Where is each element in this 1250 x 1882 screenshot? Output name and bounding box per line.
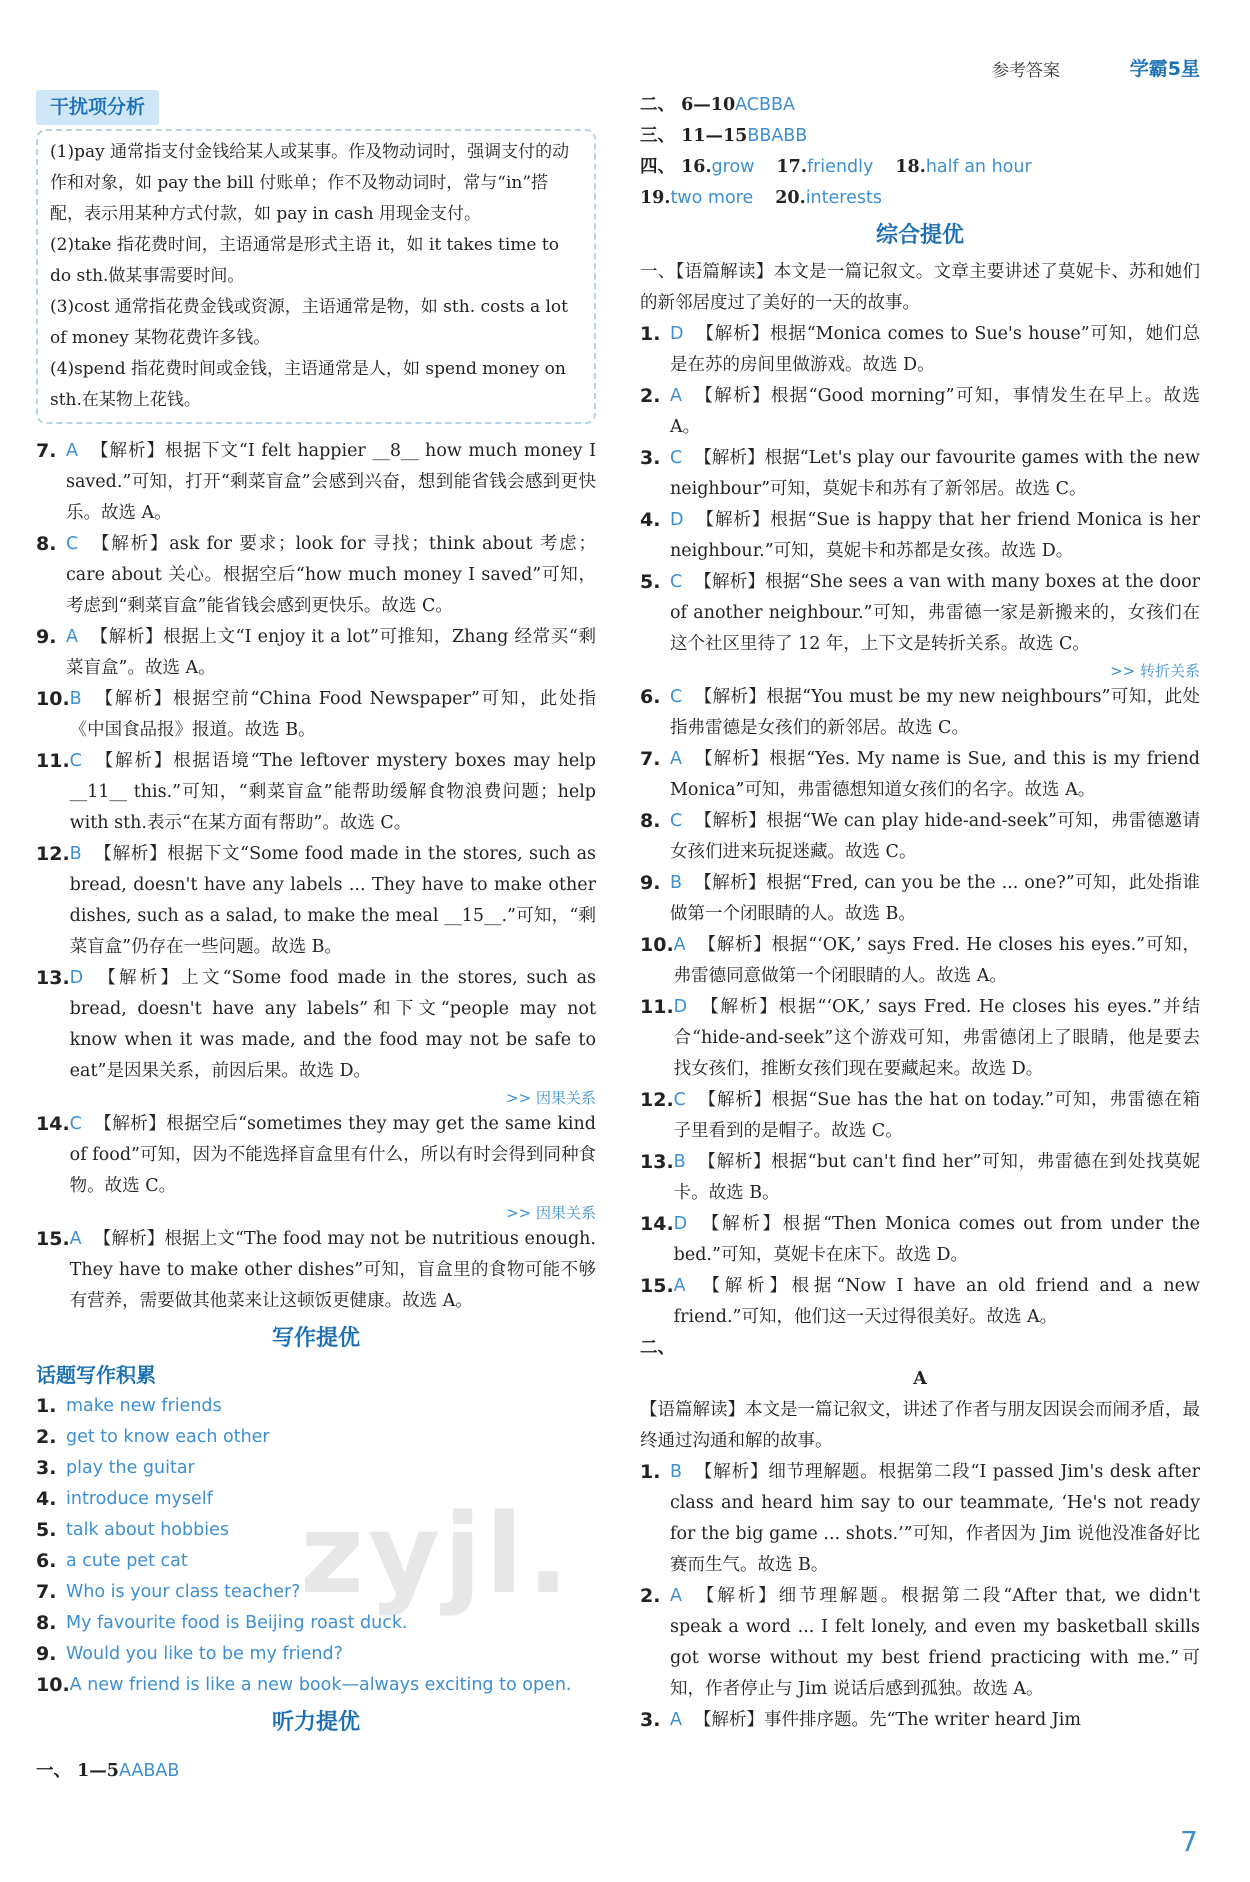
item-explanation: 【解析】根据“but can't find her”可知，弗雷德在到处找莫妮卡。故选 B。	[673, 1152, 1200, 1203]
relation-note: >> 因果关系	[506, 1204, 596, 1222]
item-body	[670, 806, 1200, 868]
fill-answer: two more	[670, 188, 754, 208]
item-body	[70, 1109, 596, 1202]
item-explanation: 【解析】根据“Sue is happy that her friend Monica is her neighbour.”可知，莫妮卡和苏都是女孩。故选 D。	[670, 510, 1200, 561]
item-explanation: 【解析】事件排序题。先“The writer heard Jim	[693, 1710, 1081, 1730]
analysis-line: (3)cost 通常指花费金钱或资源，主语通常是物，如 sth. costs a lot of money 某物花费许多钱。	[50, 297, 568, 348]
item-answer: A	[670, 386, 682, 406]
phrase-text: a cute pet cat	[66, 1551, 188, 1571]
phrase-number: 7.	[36, 1581, 57, 1603]
answer-item	[640, 806, 1200, 868]
item-answer: C	[673, 1090, 686, 1110]
item-explanation: 【解析】根据空后“sometimes they may get the same kind of food”可知，因为不能选择盲盒里有什么，所以有时会得到同种食物。故选 C。	[69, 1114, 596, 1196]
item-answer: C	[69, 751, 82, 771]
listening-answers: AABAB	[118, 1761, 180, 1781]
item-number: 6.	[640, 686, 661, 708]
phrase-number: 9.	[36, 1643, 57, 1665]
listening-fill-row	[640, 152, 1200, 183]
item-body	[670, 1457, 1200, 1581]
phrase-number: 3.	[36, 1457, 57, 1479]
item-number: 12.	[640, 1089, 674, 1111]
phrase-item	[36, 1639, 596, 1670]
item-number: 11.	[640, 996, 674, 1018]
item-number: 2.	[640, 385, 661, 407]
item-number: 7.	[640, 748, 661, 770]
fill-number: 四、 16.	[640, 157, 712, 177]
watermark-logo: zyjl.	[300, 1490, 573, 1618]
item-body	[670, 682, 1200, 744]
phrase-number: 6.	[36, 1550, 57, 1572]
item-number: 15.	[36, 1228, 70, 1250]
page-header	[0, 0, 1250, 80]
item-body	[66, 436, 596, 529]
item-answer: C	[66, 534, 79, 554]
listening-label: 三、 11—15	[640, 126, 748, 146]
listening-row-2	[640, 90, 1200, 121]
item-number: 3.	[640, 447, 661, 469]
item-answer: B	[670, 873, 683, 893]
fill-number: 18.	[895, 157, 926, 177]
item-number: 1.	[640, 323, 661, 345]
item-explanation: 【解析】根据“We can play hide-and-seek”可知，弗雷德邀请女孩们进来玩捉迷藏。故选 C。	[670, 811, 1200, 862]
item-number: 9.	[36, 626, 57, 648]
writing-section-title: 写作提优	[271, 1326, 360, 1351]
interference-tag: 干扰项分析	[36, 90, 159, 125]
answer-item	[640, 319, 1200, 381]
item-body	[674, 1147, 1200, 1209]
item-answer: B	[673, 1152, 686, 1172]
answer-item	[640, 567, 1200, 660]
item-explanation: 【解析】根据“You must be my new neighbours”可知，此处指弗雷德是女孩们的新邻居。故选 C。	[670, 687, 1200, 738]
answer-item	[640, 1085, 1200, 1147]
item-number: 13.	[36, 967, 70, 989]
item-body	[70, 1224, 596, 1317]
listening-label: 一、 1—5	[36, 1761, 119, 1781]
fill-answer: friendly	[806, 157, 874, 177]
answer-item	[36, 1109, 596, 1202]
topic-writing-title: 话题写作积累	[36, 1363, 156, 1387]
item-body	[70, 746, 596, 839]
item-answer: B	[69, 844, 82, 864]
item-answer: D	[670, 324, 684, 344]
answer-item	[36, 963, 596, 1087]
item-explanation: 【解析】根据“‘OK,’ says Fred. He closes his eyes.”可知，弗雷德同意做第一个闭眼睛的人。故选 A。	[673, 935, 1200, 986]
item-number: 1.	[640, 1461, 661, 1483]
answer-item	[640, 992, 1200, 1085]
item-explanation: 【解析】根据“Fred, can you be the ... one?”可知，此处指谁做第一个闭眼睛的人。故选 B。	[670, 873, 1200, 924]
item-answer: A	[670, 1710, 682, 1730]
item-explanation: 【解析】根据“Yes. My name is Sue, and this is my friend Monica”可知，弗雷德想知道女孩们的名字。故选 A。	[670, 749, 1200, 800]
listening-answers: BBABB	[747, 126, 808, 146]
item-body	[70, 963, 596, 1087]
phrase-text: introduce myself	[66, 1489, 213, 1509]
answer-item	[640, 1705, 1200, 1736]
item-body	[670, 505, 1200, 567]
item-explanation: 【解析】细节理解题。根据第二段“I passed Jim's desk after class and heard him say to our teammate, ‘He's not ready for the big game ... shots.’”可知，作者因为 Jim 说他没准备好比赛而生气。故选 B。	[670, 1462, 1200, 1575]
header-label: 参考答案	[992, 61, 1060, 81]
item-number: 14.	[640, 1213, 674, 1235]
phrase-number: 4.	[36, 1488, 57, 1510]
item-body	[674, 1085, 1200, 1147]
passage-intro-1: 一、【语篇解读】本文是一篇记叙文。文章主要讲述了莫妮卡、苏和她们的新邻居度过了美好的一天的故事。	[640, 262, 1200, 313]
phrase-number: 8.	[36, 1612, 57, 1634]
item-answer: C	[670, 448, 683, 468]
item-explanation: 【解析】根据上文“The food may not be nutritious enough. They have to make other dishes”可知，盲盒里的食物可能不够有营养，需要做其他菜来让这顿饭更健康。故选 A。	[69, 1229, 596, 1311]
item-body	[70, 839, 596, 963]
item-body	[70, 684, 596, 746]
listening-row-1	[36, 1756, 596, 1787]
right-column	[640, 90, 1200, 1736]
fill-answer: half an hour	[925, 157, 1032, 177]
item-body	[66, 529, 596, 622]
item-answer: A	[673, 935, 686, 955]
fill-number: 17.	[776, 157, 807, 177]
answer-item	[36, 1224, 596, 1317]
answer-item	[36, 684, 596, 746]
item-answer: A	[66, 441, 78, 461]
item-answer: D	[69, 968, 84, 988]
answer-item	[36, 839, 596, 963]
item-number: 4.	[640, 509, 661, 531]
phrase-number: 1.	[36, 1395, 57, 1417]
listening-fill-row	[640, 183, 1200, 214]
item-body	[670, 1705, 1200, 1736]
answer-item	[640, 1147, 1200, 1209]
analysis-line: (4)spend 指花费时间或金钱，主语通常是人，如 spend money on sth.在某物上花钱。	[50, 359, 566, 410]
item-answer: A	[673, 1276, 686, 1296]
item-answer: D	[673, 997, 688, 1017]
item-body	[674, 930, 1200, 992]
item-explanation: 【解析】细节理解题。根据第二段“After that, we didn't speak a word ... I felt lonely, and even my basketball skills got worse without my best friend practicing with me.”可知，作者停止与 Jim 说话后感到孤独。故选 A。	[670, 1586, 1200, 1699]
answer-item	[640, 381, 1200, 443]
answer-item	[36, 436, 596, 529]
phrase-text: Who is your class teacher?	[66, 1582, 301, 1602]
phrase-item	[36, 1453, 596, 1484]
item-number: 13.	[640, 1151, 674, 1173]
item-explanation: 【解析】上文“Some food made in the stores, such as bread, doesn't have any labels”和下文“people may not know when it was made, and the food may not be safe to eat”是因果关系，前因后果。故选 D。	[69, 968, 596, 1081]
phrase-text: My favourite food is Beijing roast duck.	[66, 1613, 408, 1633]
item-body	[674, 1209, 1200, 1271]
item-answer: C	[670, 572, 683, 592]
phrase-text: make new friends	[66, 1396, 222, 1416]
item-number: 9.	[640, 872, 661, 894]
item-answer: D	[670, 510, 684, 530]
answer-item	[640, 682, 1200, 744]
item-number: 12.	[36, 843, 70, 865]
answer-item	[640, 1271, 1200, 1333]
item-body	[670, 1581, 1200, 1705]
item-explanation: 【解析】根据“‘OK,’ says Fred. He closes his eyes.”并结合“hide-and-seek”这个游戏可知，弗雷德闭上了眼睛，他是要去找女孩们，推断女孩们现在要藏起来。故选 D。	[673, 997, 1200, 1079]
listening-section-title: 听力提优	[271, 1710, 360, 1735]
passage-letter: A	[913, 1369, 927, 1389]
item-number: 7.	[36, 440, 57, 462]
relation-note: >> 因果关系	[506, 1089, 596, 1107]
answer-item	[640, 868, 1200, 930]
item-explanation: 【解析】根据空前“China Food Newspaper”可知，此处指《中国食品报》报道。故选 B。	[69, 689, 596, 740]
item-explanation: 【解析】根据“Then Monica comes out from under the bed.”可知，莫妮卡在床下。故选 D。	[673, 1214, 1200, 1265]
item-explanation: 【解析】根据“Monica comes to Sue's house”可知，她们总是在苏的房间里做游戏。故选 D。	[670, 324, 1200, 375]
item-number: 14.	[36, 1113, 70, 1135]
phrase-text: Would you like to be my friend?	[66, 1644, 343, 1664]
item-answer: D	[673, 1214, 688, 1234]
listening-label: 二、 6—10	[640, 95, 736, 115]
item-number: 8.	[36, 533, 57, 555]
item-body	[670, 381, 1200, 443]
item-explanation: 【解析】根据上文“I enjoy it a lot”可推知，Zhang 经常买“剩菜盲盒”。故选 A。	[66, 627, 596, 678]
listening-answers: ACBBA	[735, 95, 795, 115]
item-answer: A	[69, 1229, 82, 1249]
item-answer: A	[670, 1586, 682, 1606]
part-two-label: 二、	[640, 1338, 675, 1358]
item-number: 2.	[640, 1585, 661, 1607]
phrase-number: 5.	[36, 1519, 57, 1541]
item-body	[66, 622, 596, 684]
item-number: 3.	[640, 1709, 661, 1731]
phrase-item	[36, 1422, 596, 1453]
item-body	[674, 992, 1200, 1085]
phrase-text: talk about hobbies	[66, 1520, 229, 1540]
page-number: 7	[1180, 1825, 1198, 1858]
item-number: 8.	[640, 810, 661, 832]
answer-item	[36, 529, 596, 622]
item-number: 10.	[640, 934, 674, 956]
item-number: 5.	[640, 571, 661, 593]
answer-item	[36, 622, 596, 684]
item-body	[670, 319, 1200, 381]
item-number: 10.	[36, 688, 70, 710]
answer-item	[640, 1457, 1200, 1581]
item-explanation: 【解析】根据语境“The leftover mystery boxes may help __11__ this.”可知，“剩菜盲盒”能帮助缓解食物浪费问题；help with sth.表示“在某方面有帮助”。故选 C。	[69, 751, 596, 833]
item-explanation: 【解析】根据“Good morning”可知，事情发生在早上。故选 A。	[670, 386, 1200, 437]
answer-item	[640, 505, 1200, 567]
item-explanation: 【解析】ask for 要求；look for 寻找；think about 考虑；care about 关心。根据空后“how much money I saved”可知，考虑到“剩菜盲盒”能省钱会感到更快乐。故选 C。	[66, 534, 596, 616]
item-answer: A	[670, 749, 682, 769]
item-explanation: 【解析】根据“She sees a van with many boxes at the door of another neighbour.”可知，弗雷德一家是新搬来的，女孩们在这个社区里待了 12 年，上下文是转折关系。故选 C。	[670, 572, 1200, 654]
interference-analysis-box	[36, 129, 596, 424]
fill-answer: interests	[805, 188, 882, 208]
answer-item	[640, 930, 1200, 992]
fill-number: 20.	[775, 188, 806, 208]
interference-tag-row	[36, 90, 596, 125]
item-explanation: 【解析】根据“Sue has the hat on today.”可知，弗雷德在箱子里看到的是帽子。故选 C。	[673, 1090, 1200, 1141]
answer-item	[640, 1581, 1200, 1705]
answer-item	[640, 1209, 1200, 1271]
analysis-line: (1)pay 通常指支付金钱给某人或某事。作及物动词时，强调支付的动作和对象，如 pay the bill 付账单；作不及物动词时，常与“in”搭配，表示用某种方式付款，如 pay in cash 用现金支付。	[50, 142, 570, 224]
answer-item	[36, 746, 596, 839]
item-explanation: 【解析】根据下文“Some food made in the stores, such as bread, doesn't have any labels ... They have to make other dishes, such as a salad, to make the meal __15__.”可知，“剩菜盲盒”仍存在一些问题。故选 B。	[69, 844, 596, 957]
item-answer: A	[66, 627, 78, 647]
item-explanation: 【解析】根据“Now I have an old friend and a new friend.”可知，他们这一天过得很美好。故选 A。	[673, 1276, 1200, 1327]
item-answer: B	[670, 1462, 683, 1482]
comprehensive-section-title: 综合提优	[875, 223, 964, 248]
item-body	[670, 744, 1200, 806]
fill-answer: grow	[711, 157, 755, 177]
item-explanation: 【解析】根据下文“I felt happier __8__ how much money I saved.”可知，打开“剩菜盲盒”会感到兴奋，想到能省钱会感到更快乐。故选 A。	[66, 441, 596, 523]
answer-item	[640, 443, 1200, 505]
phrase-number: 10.	[36, 1674, 70, 1696]
item-body	[674, 1271, 1200, 1333]
item-number: 15.	[640, 1275, 674, 1297]
phrase-number: 2.	[36, 1426, 57, 1448]
analysis-line: (2)take 指花费时间，主语通常是形式主语 it，如 it takes time to do sth.做某事需要时间。	[50, 235, 559, 286]
phrase-text: get to know each other	[66, 1427, 270, 1447]
phrase-item	[36, 1670, 596, 1701]
phrase-text: A new friend is like a new book—always exciting to open.	[69, 1675, 572, 1695]
item-body	[670, 443, 1200, 505]
passage-intro-2: 【语篇解读】本文是一篇记叙文，讲述了作者与朋友因误会而闹矛盾，最终通过沟通和解的故事。	[640, 1400, 1200, 1451]
item-answer: C	[670, 687, 683, 707]
item-explanation: 【解析】根据“Let's play our favourite games with the new neighbour”可知，莫妮卡和苏有了新邻居。故选 C。	[670, 448, 1200, 499]
phrase-text: play the guitar	[66, 1458, 195, 1478]
header-brand: 学霸5星	[1129, 58, 1200, 80]
fill-number: 19.	[640, 188, 671, 208]
item-body	[670, 567, 1200, 660]
relation-note: >> 转折关系	[1110, 662, 1200, 680]
answer-item	[640, 744, 1200, 806]
item-answer: C	[69, 1114, 82, 1134]
item-body	[670, 868, 1200, 930]
listening-row-3	[640, 121, 1200, 152]
item-answer: B	[69, 689, 82, 709]
item-number: 11.	[36, 750, 70, 772]
item-answer: C	[670, 811, 683, 831]
phrase-item	[36, 1391, 596, 1422]
